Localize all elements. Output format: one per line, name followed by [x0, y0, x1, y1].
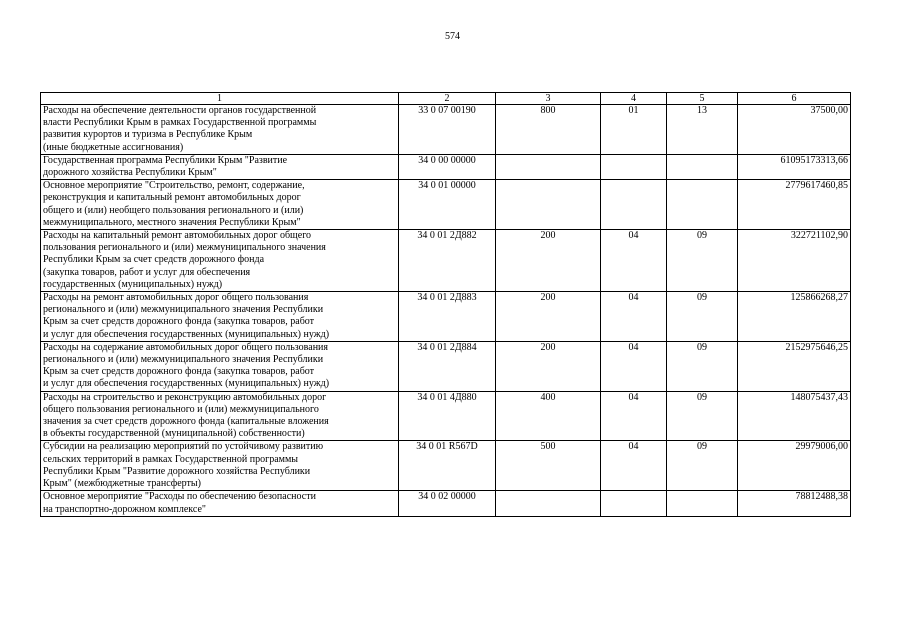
table-row: [41, 391, 851, 441]
row-amount: 78812488,38: [738, 491, 851, 516]
row-subsection: 09: [667, 441, 738, 491]
description-line: в объекты государственной (муниципальной) собственности): [43, 428, 305, 440]
row-amount: 322721102,90: [738, 230, 851, 292]
row-description: [41, 154, 399, 179]
row-code: 34 0 02 00000: [399, 491, 496, 516]
row-expense-type: [496, 154, 601, 179]
row-expense-type: 500: [496, 441, 601, 491]
row-description: [41, 341, 399, 391]
table-row: [41, 230, 851, 292]
description-line: регионального и (или) межмуниципального значения Республики: [43, 354, 324, 366]
column-header-3: 3: [496, 93, 601, 105]
row-code: 34 0 00 00000: [399, 154, 496, 179]
row-subsection: 09: [667, 230, 738, 292]
description-line: реконструкция и капитальный ремонт автомобильных дорог: [43, 192, 301, 204]
row-amount: 148075437,43: [738, 391, 851, 441]
header-row: [41, 93, 851, 105]
table-row: [41, 341, 851, 391]
row-subsection: 09: [667, 391, 738, 441]
description-line: Расходы на строительство и реконструкцию автомобильных дорог: [43, 391, 327, 403]
row-subsection: 09: [667, 292, 738, 342]
row-description: [41, 230, 399, 292]
budget-table: [40, 92, 851, 517]
table-row: [41, 491, 851, 516]
description-line: Основное мероприятие "Строительство, ремонт, содержание,: [43, 180, 305, 192]
description-line: (закупка товаров, работ и услуг для обеспечения: [43, 266, 251, 278]
description-line: Субсидии на реализацию мероприятий по устойчивому развитию: [43, 441, 324, 453]
row-description: [41, 292, 399, 342]
row-section: [601, 180, 667, 230]
row-amount: 125866268,27: [738, 292, 851, 342]
table-row: [41, 441, 851, 491]
row-expense-type: 200: [496, 341, 601, 391]
table-row: [41, 105, 851, 155]
row-description: [41, 491, 399, 516]
description-line: Государственная программа Республики Крым "Развитие: [43, 154, 288, 166]
row-amount: 2779617460,85: [738, 180, 851, 230]
description-line: Крым за счет средств дорожного фонда (закупка товаров, работ: [43, 316, 315, 328]
description-line: и услуг для обеспечения государственных (муниципальных) нужд): [43, 378, 330, 390]
description-line: власти Республики Крым в рамках Государственной программы: [43, 117, 317, 129]
description-line: пользования регионального и (или) межмуниципального значения: [43, 242, 326, 254]
row-section: [601, 491, 667, 516]
row-description: [41, 180, 399, 230]
description-line: на транспортно-дорожном комплексе": [43, 503, 206, 515]
row-expense-type: 200: [496, 292, 601, 342]
row-amount: 29979006,00: [738, 441, 851, 491]
row-code: 34 0 01 R567D: [399, 441, 496, 491]
column-header-4: 4: [601, 93, 667, 105]
description-line: общего пользования регионального и (или) межмуниципального: [43, 403, 319, 415]
row-amount: 2152975646,25: [738, 341, 851, 391]
description-line: межмуниципального, местного значения Республики Крым": [43, 216, 301, 228]
description-line: Крым" (межбюджетные трансферты): [43, 478, 201, 490]
page-number: 574: [445, 31, 460, 42]
row-section: 04: [601, 441, 667, 491]
row-code: 34 0 01 4Д880: [399, 391, 496, 441]
row-description: [41, 441, 399, 491]
column-header-6: 6: [738, 93, 851, 105]
description-line: значения за счет средств дорожного фонда (капитальные вложения: [43, 416, 329, 428]
description-line: регионального и (или) межмуниципального значения Республики: [43, 304, 324, 316]
description-line: и услуг для обеспечения государственных (муниципальных) нужд): [43, 328, 330, 340]
description-line: Крым за счет средств дорожного фонда (закупка товаров, работ: [43, 366, 315, 378]
description-line: дорожного хозяйства Республики Крым": [43, 167, 217, 179]
row-amount: 61095173313,66: [738, 154, 851, 179]
row-description: [41, 391, 399, 441]
column-header-1: 1: [41, 93, 399, 105]
row-expense-type: 800: [496, 105, 601, 155]
column-header-5: 5: [667, 93, 738, 105]
column-header-2: 2: [399, 93, 496, 105]
row-section: 04: [601, 341, 667, 391]
table-row: [41, 154, 851, 179]
row-subsection: [667, 180, 738, 230]
row-subsection: [667, 154, 738, 179]
row-section: 04: [601, 391, 667, 441]
description-line: Расходы на ремонт автомобильных дорог общего пользования: [43, 292, 309, 304]
description-line: развития курортов и туризма в Республике Крым: [43, 129, 253, 141]
description-line: Расходы на капитальный ремонт автомобильных дорог общего: [43, 230, 312, 242]
row-subsection: 09: [667, 341, 738, 391]
description-line: сельских территорий в рамках Государственной программы: [43, 453, 299, 465]
row-amount: 37500,00: [738, 105, 851, 155]
row-code: 34 0 01 2Д883: [399, 292, 496, 342]
description-line: Расходы на обеспечение деятельности органов государственной: [43, 105, 317, 116]
table-row: [41, 292, 851, 342]
table-body: [41, 105, 851, 517]
description-line: Республики Крым "Развитие дорожного хозяйства Республики: [43, 465, 311, 477]
description-line: (иные бюджетные ассигнования): [43, 141, 184, 153]
row-expense-type: 400: [496, 391, 601, 441]
description-line: Расходы на содержание автомобильных дорог общего пользования: [43, 341, 329, 353]
table-row: [41, 180, 851, 230]
row-section: 04: [601, 230, 667, 292]
row-section: [601, 154, 667, 179]
row-code: 34 0 01 00000: [399, 180, 496, 230]
row-subsection: 13: [667, 105, 738, 155]
row-section: 04: [601, 292, 667, 342]
row-expense-type: [496, 180, 601, 230]
row-expense-type: 200: [496, 230, 601, 292]
row-code: 34 0 01 2Д882: [399, 230, 496, 292]
description-line: общего и (или) необщего пользования регионального и (или): [43, 204, 304, 216]
description-line: государственных (муниципальных) нужд): [43, 278, 223, 290]
row-code: 33 0 07 00190: [399, 105, 496, 155]
row-subsection: [667, 491, 738, 516]
row-expense-type: [496, 491, 601, 516]
row-section: 01: [601, 105, 667, 155]
description-line: Республики Крым за счет средств дорожного фонда: [43, 254, 265, 266]
description-line: Основное мероприятие "Расходы по обеспечению безопасности: [43, 491, 316, 503]
row-description: [41, 105, 399, 155]
row-code: 34 0 01 2Д884: [399, 341, 496, 391]
